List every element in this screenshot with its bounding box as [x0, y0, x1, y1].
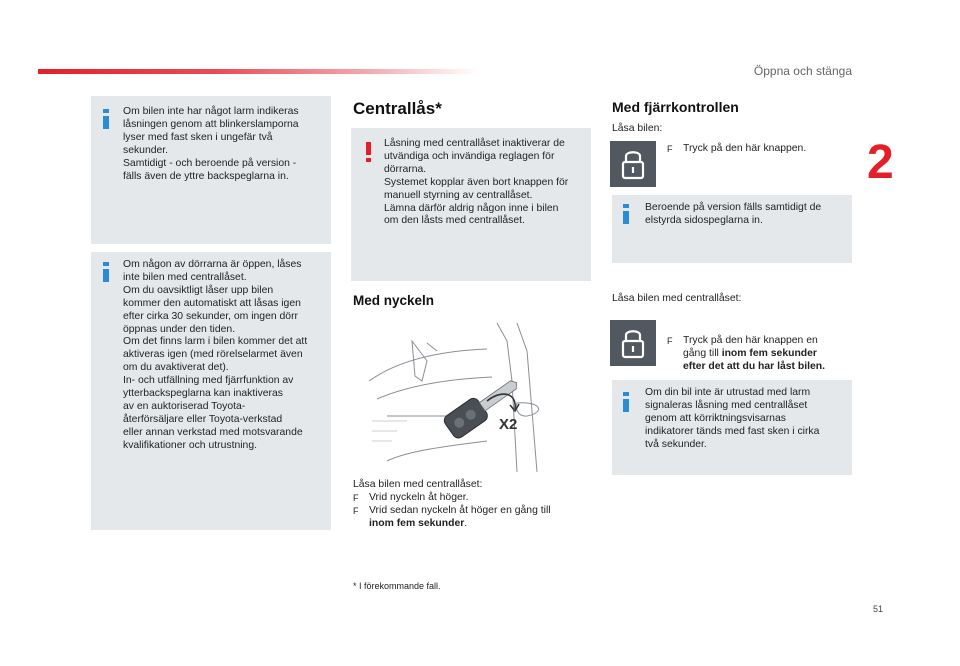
remote-press-twice: F Tryck på den här knappen en gång till inom fem sekunder efter det att du har låst bilen. [667, 334, 826, 372]
header-accent-bar [38, 69, 478, 74]
subheading-med-fjarrkontrollen: Med fjärrkontrollen [612, 99, 739, 115]
arrow-bullet-icon: F [667, 335, 673, 346]
arrow-bullet-icon: F [353, 505, 359, 516]
key-instructions [353, 479, 588, 531]
key-lock-intro: Låsa bilen med centrallåset: [353, 479, 483, 490]
key-bullet-2: F Vrid sedan nyckeln åt höger en gång till inom fem sekunder. [353, 504, 551, 529]
remote-lock-button-image [610, 141, 656, 187]
door-key-illustration [367, 321, 549, 473]
info-text: Beroende på version fälls samtidigt de elstyrda sidospeglarna in. [645, 202, 822, 226]
padlock-icon [610, 141, 656, 187]
page-number: 51 [873, 604, 884, 614]
remote-lock-label: Låsa bilen: [612, 123, 663, 134]
section-title: Öppna och stänga [753, 64, 852, 78]
subheading-med-nyckeln: Med nyckeln [353, 293, 435, 308]
footnote: * I förekommande fall. [353, 581, 441, 591]
remote-lock-button-image [610, 320, 656, 366]
remote-press-once: F Tryck på den här knappen. [667, 143, 807, 154]
info-text: Om din bil inte är utrustad med larm signaleras låsning med centrallåset genom att körriktningsvisarnas indikatorer tänds med fast sken i cirka två sekunder. [645, 387, 820, 450]
section-heading-centrallas: Centrallås* [353, 99, 442, 118]
warning-box [351, 128, 591, 281]
info-box-doors [91, 252, 331, 530]
chapter-number: 2 [867, 136, 894, 189]
warning-text: Låsning med centrallåset inaktiverar de utvändiga och invändiga reglagen för dörrarna. Systemet kopplar även bort knappen för manuell styrning av centrallåset. Lämna därför aldrig någon inne i bilen om den låsts med centrallåset. [384, 138, 569, 227]
arrow-bullet-icon: F [667, 144, 673, 154]
info-text: Om någon av dörrarna är öppen, låses inte bilen med centrallåset. Om du oavsiktligt låser upp bilen kommer den automatiskt att låsas igen efter cirka 30 sekunder, om ingen dörr öppnas under den tiden. Om det finns larm i bilen kommer det att aktiveras igen (med rörelselarmet även om du avaktiverat det). In- och utfällning med fjärrfunktion av ytterbackspeglarna kan inaktiveras av en auktoriserad Toyota- återförsäljare eller Toyota-verkstad eller annan verkstad med motsvarande kvalifikationer och utrustning. [123, 259, 308, 451]
key-bullet-1: F Vrid nyckeln åt höger. [353, 491, 469, 503]
turn-twice-label: X2 [499, 416, 518, 433]
padlock-icon [610, 320, 656, 366]
arrow-bullet-icon: F [353, 492, 359, 503]
info-box-mirrors [612, 195, 852, 263]
info-box-no-alarm [612, 380, 852, 475]
remote-central-label: Låsa bilen med centrallåset: [612, 293, 742, 304]
info-box-alarm [91, 96, 331, 244]
info-text: Om bilen inte har något larm indikeras låsningen genom att blinkerslamporna lyser med fast sken i ungefär två sekunder. Samtidigt - och beroende på version - fälls även de yttre backspeglarna in. [123, 106, 299, 182]
